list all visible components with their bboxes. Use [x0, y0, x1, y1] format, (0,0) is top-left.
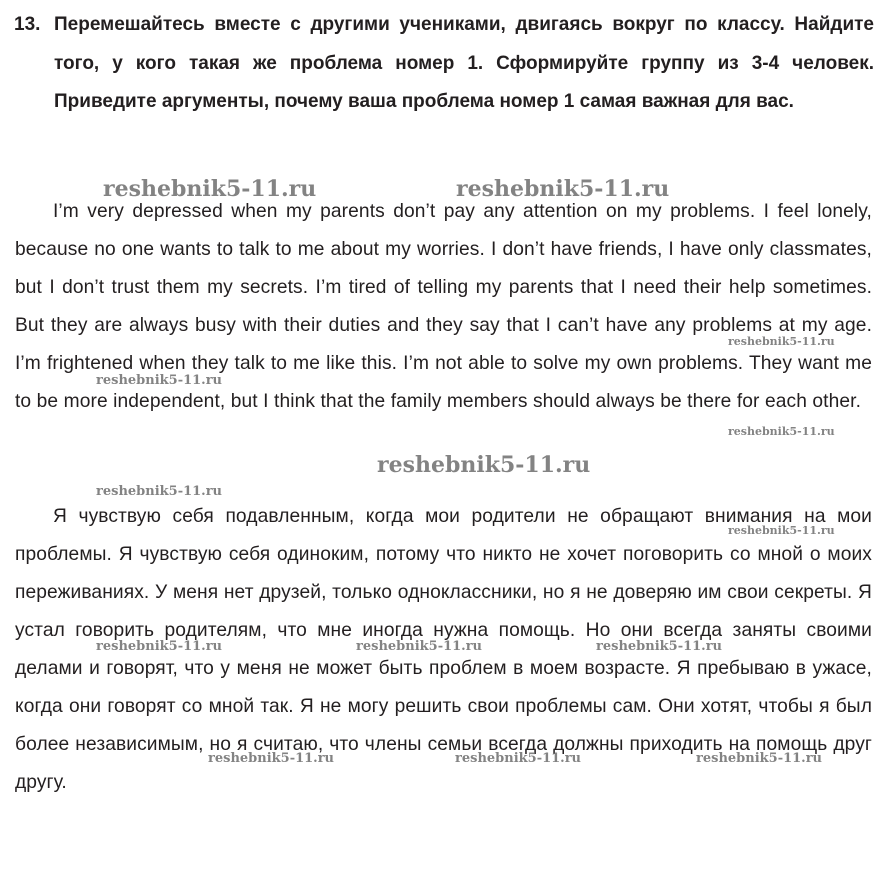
watermark: reshebnik5-11.ru [96, 373, 223, 388]
watermark: reshebnik5-11.ru [96, 639, 223, 654]
watermark: reshebnik5-11.ru [455, 751, 582, 766]
exercise-instruction-text: Перемешайтесь вместе с другими учениками, двигаясь вокруг по классу. Найдите того, у кого такая же проблема номер 1. Сформируйте группу из 3-4 человек. Приведите аргументы, почему ваша проблема номер 1 самая важная для вас. [54, 14, 874, 112]
watermark: reshebnik5-11.ru [728, 425, 835, 438]
watermark: reshebnik5-11.ru [377, 452, 591, 478]
watermark: reshebnik5-11.ru [728, 524, 835, 537]
watermark: reshebnik5-11.ru [456, 176, 670, 202]
answer-english-paragraph: I’m very depressed when my parents don’t pay any attention on my problems. I feel lonely, because no one wants to talk to me about my worries. I don’t have friends, I have only classmates, but I don’t trust them my secrets. I’m tired of telling my parents that I need their help sometimes. But they are always busy with their duties and they say that I can’t have any problems at my age. I’m frightened when they talk to me like this. I’m not able to solve my own problems. They want me to be more independent, but I think that the family members should always be there for each other. [15, 201, 872, 412]
watermark: reshebnik5-11.ru [103, 176, 317, 202]
exercise-number: 13. [14, 14, 41, 35]
watermark: reshebnik5-11.ru [696, 751, 823, 766]
answer-russian-paragraph: Я чувствую себя подавленным, когда мои родители не обращают внимания на мои проблемы. Я чувствую себя одиноким, потому что никто не хочет поговорить со мной о моих переживаниях. У меня нет друзей, только одноклассники, но я не доверяю им свои секреты. Я устал говорить родителям, что мне иногда нужна помощь. Но они всегда заняты своими делами и говорят, что у меня не может быть проблем в моем возрасте. Я пребываю в ужасе, когда они говорят со мной так. Я не могу решить свои проблемы сам. Они хотят, чтобы я был более независимым, но я считаю, что члены семьи всегда должны приходить на помощь друг другу. [15, 506, 872, 793]
watermark: reshebnik5-11.ru [356, 639, 483, 654]
watermark: reshebnik5-11.ru [208, 751, 335, 766]
watermark: reshebnik5-11.ru [596, 639, 723, 654]
watermark: reshebnik5-11.ru [728, 335, 835, 348]
exercise-instruction [14, 6, 874, 122]
watermark: reshebnik5-11.ru [96, 484, 223, 499]
